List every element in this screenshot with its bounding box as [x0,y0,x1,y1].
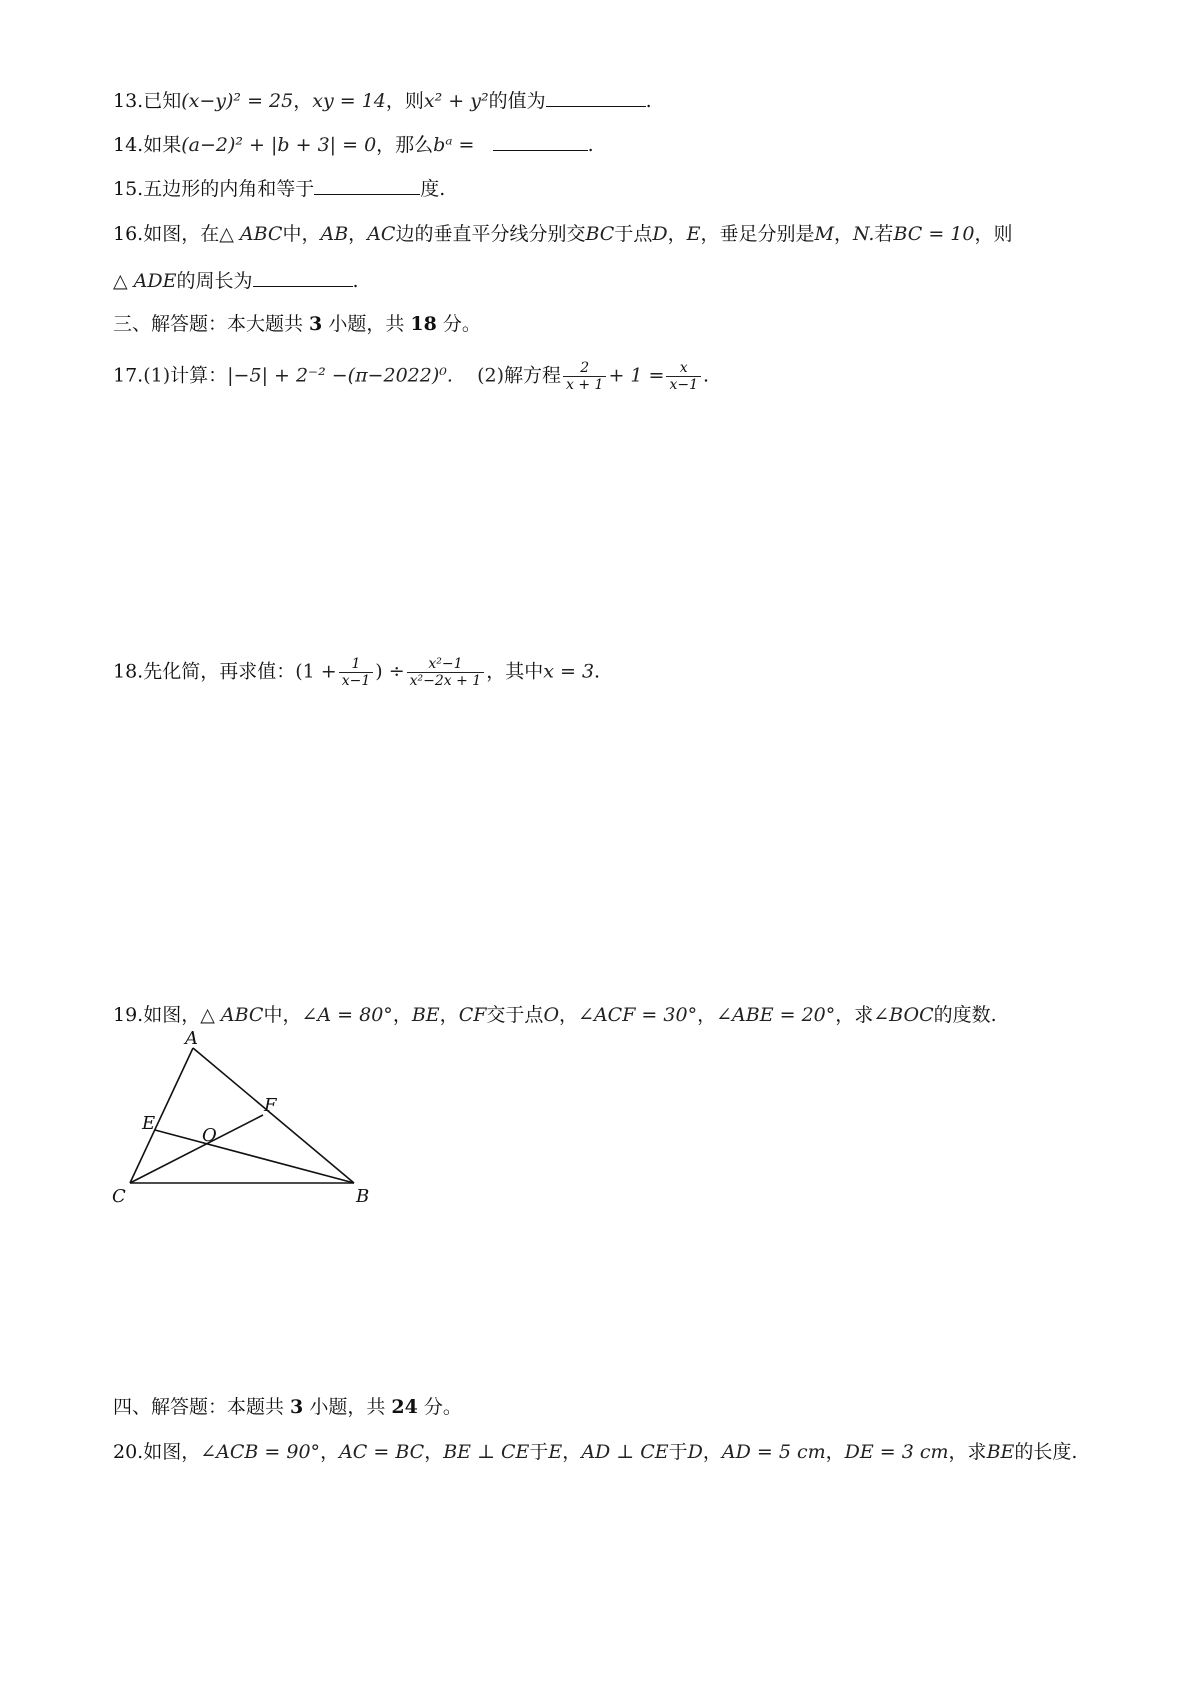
math-expr: D [652,223,668,245]
text: 中， [282,223,321,245]
question-17 [113,360,709,393]
triangle-figure [100,1030,390,1210]
text: 计算： [170,364,228,387]
point-label-e: E [142,1113,156,1134]
part-label: (1) [143,364,171,387]
text: 如图， [143,1441,201,1463]
answer-blank[interactable] [493,149,588,151]
question-number: 14. [113,134,144,156]
numerator: x [666,360,701,377]
math-expr: BC = 10 [893,223,975,245]
figure-lines [130,1048,354,1183]
question-number: 19. [113,1004,144,1026]
text: 的周长为 [176,270,253,292]
math-expr: E [548,1441,563,1463]
text: 的长度. [1014,1441,1078,1463]
text: ， [392,1004,412,1026]
text: 五边形的内角和等于 [143,178,315,200]
math-expr: △ ABC [200,1004,264,1026]
text: . [587,134,594,156]
point-label-f: F [264,1095,277,1116]
math-expr: △ ABC [219,223,283,245]
math-expr: D [687,1441,703,1463]
math-expr: AC = BC [339,1441,425,1463]
text: 如图， [143,1004,201,1026]
question-15 [113,174,445,204]
math-expr: x = 3 [543,660,595,683]
question-number: 17. [113,364,144,387]
count: 3 [290,1396,304,1418]
math-expr: + 1 = [608,364,665,387]
point-label-b: B [356,1186,370,1207]
math-expr: ∠ACF = 30° [578,1004,698,1026]
text: 三、解答题：本大题共 [113,313,310,335]
text: ， [667,223,687,245]
math-expr: (1 + [295,660,337,683]
text: ，则 [974,223,1013,245]
point-label-c: C [112,1186,126,1207]
point-label-o: O [202,1125,217,1146]
math-expr: M [814,223,834,245]
text: 分。 [436,313,481,335]
text: ， [348,223,368,245]
text: 分。 [417,1396,462,1418]
answer-blank[interactable] [253,285,353,287]
text: . [594,660,601,683]
math-expr: AD ⊥ CE [581,1441,669,1463]
text: 如图，在 [143,223,220,245]
text: 小题，共 [322,313,411,335]
text: ， [424,1441,444,1463]
question-number: 18. [113,660,144,683]
question-13 [113,86,652,116]
math-expr: (a−2)² + |b + 3| = 0 [181,134,377,156]
question-16-line2 [113,266,359,296]
answer-blank[interactable] [314,193,420,195]
text: ， [702,1441,722,1463]
text: 于点 [614,223,653,245]
math-expr: ∠A = 80° [301,1004,393,1026]
math-expr: AB [320,223,349,245]
text: 已知 [143,90,182,112]
text: ，垂足分别是 [700,223,815,245]
math-expr: ∠ABE = 20° [716,1004,836,1026]
question-number: 13. [113,90,144,112]
text: ，求 [835,1004,874,1026]
numerator: 2 [563,360,606,377]
math-expr: x² + y² [423,90,489,112]
text: ， [559,1004,579,1026]
side-ac [130,1048,193,1183]
text: 的值为 [488,90,546,112]
fraction [563,360,606,393]
math-expr: ∠BOC [873,1004,934,1026]
question-20 [113,1437,1077,1467]
math-expr: xy = 14 [312,90,386,112]
text: ， [439,1004,459,1026]
math-expr: AC [367,223,396,245]
text: ，其中 [486,660,544,683]
text: 如果 [143,134,182,156]
fraction [407,656,485,689]
text: . [352,270,359,292]
text: . [703,364,710,387]
text: ， [825,1441,845,1463]
question-number: 20. [113,1441,144,1463]
fraction [339,656,374,689]
text: 于 [668,1441,688,1463]
text: 解方程 [504,364,562,387]
math-expr: DE = 3 cm [844,1441,949,1463]
section-4-heading [113,1392,462,1422]
point-label-a: A [185,1030,198,1049]
math-expr: E [686,223,701,245]
math-expr: BE ⊥ CE [443,1441,530,1463]
text: ， [697,1004,717,1026]
text: 度. [420,178,446,200]
answer-blank[interactable] [546,105,646,107]
question-16 [113,219,1012,249]
question-18 [113,656,600,689]
text: 交于点 [486,1004,544,1026]
text: ，那么 [376,134,434,156]
text: 边的垂直平分线分别交 [395,223,586,245]
segment-be [155,1130,354,1183]
math-expr: BC [585,223,615,245]
math-expr: O [543,1004,560,1026]
text: 若 [874,223,894,245]
question-14 [113,130,594,160]
denominator: x−1 [669,377,699,393]
text: ， [293,90,313,112]
score: 24 [391,1396,418,1418]
text: ， [562,1441,582,1463]
text: 小题，共 [303,1396,392,1418]
text: 四、解答题：本题共 [113,1396,291,1418]
text: 于 [529,1441,549,1463]
part-label: (2) [477,364,504,387]
denominator: x−1 [341,673,371,689]
math-expr: bᵃ = [433,134,475,156]
math-expr: BE [986,1441,1015,1463]
math-expr: ∠ACB = 90° [200,1441,321,1463]
text: 的度数. [933,1004,997,1026]
count: 3 [309,313,323,335]
text: ， [320,1441,340,1463]
math-expr: BE [411,1004,440,1026]
text: . [645,90,652,112]
text: ， [833,223,853,245]
question-number: 15. [113,178,144,200]
math-expr: (x−y)² = 25 [181,90,294,112]
question-number: 16. [113,223,144,245]
section-3-heading [113,309,481,339]
math-expr: |−5| + 2⁻² −(π−2022)⁰. [227,364,453,387]
numerator: x²−1 [407,656,485,673]
math-expr: AD = 5 cm [721,1441,826,1463]
numerator: 1 [339,656,374,673]
question-19 [113,1000,997,1030]
math-expr: ) ÷ [375,660,405,683]
denominator: x²−2x + 1 [409,673,482,689]
text: ，求 [948,1441,987,1463]
math-expr: △ ADE [113,270,177,292]
score: 18 [410,313,437,335]
math-expr: CF [458,1004,487,1026]
fraction [666,360,701,393]
text: 中， [263,1004,302,1026]
math-expr: N. [852,223,875,245]
text: 先化简，再求值： [143,660,296,683]
denominator: x + 1 [566,377,604,393]
text: ，则 [385,90,424,112]
